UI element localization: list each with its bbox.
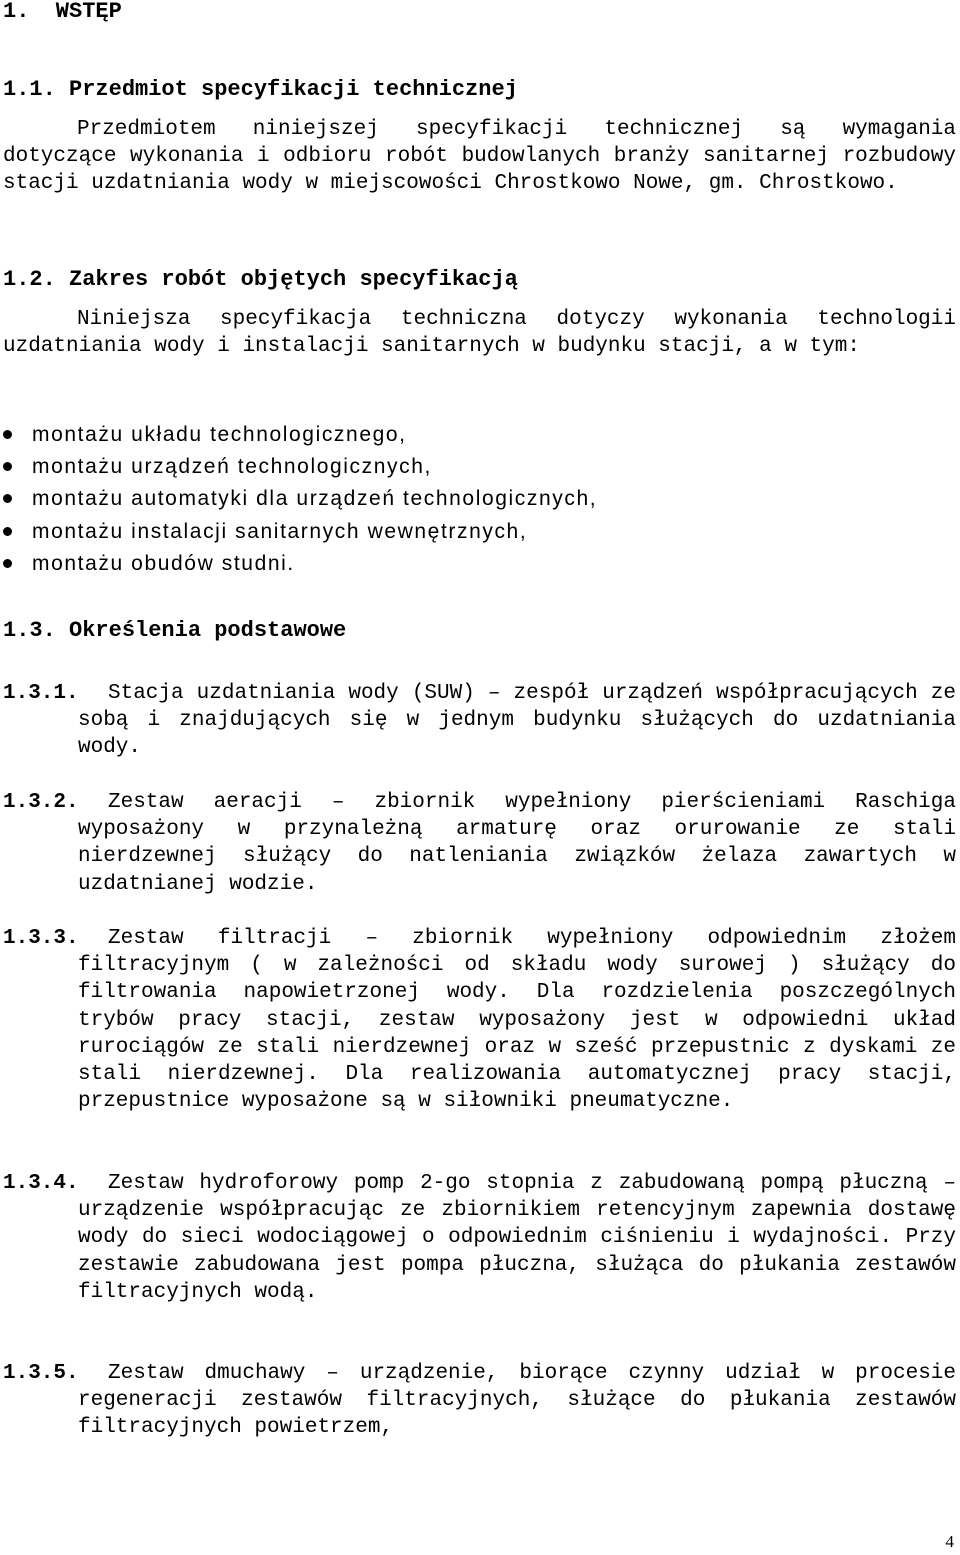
definition-number: 1.3.2.	[3, 791, 79, 814]
page-number: 4	[945, 1532, 954, 1551]
definition-body	[78, 1360, 956, 1442]
definition-text: Stacja uzdatniania wody (SUW) – zespół urządzeń współpracujących ze sobą i znajdujących się w jednym budynku służących do uzdatniania wody.	[78, 682, 956, 760]
definition-body	[78, 1170, 956, 1306]
list-item	[0, 483, 597, 515]
list-item	[0, 451, 597, 483]
bullet-icon	[3, 559, 12, 568]
list-item-text: montażu automatyki dla urządzeń technologicznych,	[32, 487, 598, 511]
definition-text: Zestaw filtracji – zbiornik wypełniony odpowiednim złożem filtracyjnym ( w zależności od składu wody surowej ) służący do filtrowania napowietrzonej wody. Dla rozdzielenia poszczególnych trybów pracy stacji, zestaw wyposażony jest w odpowiedni układ rurociągów ze stali nierdzewnej oraz w sześć przepustnic z dyskami ze stali nierdzewnej. Dla realizowania automatycznej pracy stacji, przepustnice wyposażone są w siłowniki pneumatyczne.	[78, 927, 956, 1114]
section-1-1-title: 1.1. Przedmiot specyfikacji technicznej	[3, 77, 518, 102]
bullet-icon	[3, 494, 12, 503]
definition-number: 1.3.5.	[3, 1362, 79, 1385]
definition-item	[3, 680, 956, 762]
definition-body	[78, 789, 956, 898]
definition-text: Zestaw dmuchawy – urządzenie, biorące czynny udział w procesie regeneracji zestawów filtracyjnych, służące do płukania zestawów filtracyjnych powietrzem,	[78, 1362, 956, 1440]
list-item	[0, 548, 597, 580]
definition-text: Zestaw hydroforowy pomp 2-go stopnia z zabudowaną pompą płuczną – urządzenie współpracując ze zbiornikiem retencyjnym zapewnia dostawę wody do sieci wodociągowej o odpowiednim ciśnieniu i wydajności. Przy zestawie zabudowana jest pompa płuczna, służąca do płukania zestawów filtracyjnych wodą.	[78, 1172, 956, 1304]
bullet-icon	[3, 527, 12, 536]
section-1-2-paragraph	[3, 306, 956, 360]
section-1-1-paragraph	[3, 116, 956, 198]
list-item	[0, 516, 597, 548]
section-1-1-text: Przedmiotem niniejszej specyfikacji technicznej są wymagania dotyczące wykonania i odbioru robót budowlanych branży sanitarnej rozbudowy stacji uzdatniania wody w miejscowości Chrostkowo Nowe, gm. Chrostkowo.	[3, 118, 956, 196]
bullet-icon	[3, 462, 12, 471]
section-1-2-title: 1.2. Zakres robót objętych specyfikacją	[3, 267, 518, 292]
list-item-text: montażu instalacji sanitarnych wewnętrznych,	[32, 519, 528, 543]
list-item-text: montażu obudów studni.	[32, 551, 295, 575]
bullet-icon	[3, 430, 12, 439]
section-1-3-title: 1.3. Określenia podstawowe	[3, 618, 347, 643]
definition-number: 1.3.1.	[3, 682, 79, 705]
list-item	[0, 419, 597, 451]
chapter-heading: 1. WSTĘP	[3, 0, 122, 24]
list-item-text: montażu urządzeń technologicznych,	[32, 455, 432, 479]
definition-item	[3, 925, 956, 1115]
definition-item	[3, 789, 956, 898]
definition-body	[78, 925, 956, 1115]
definition-number: 1.3.4.	[3, 1172, 79, 1195]
definition-item	[3, 1360, 956, 1442]
list-item-text: montażu układu technologicznego,	[32, 423, 407, 446]
definition-text: Zestaw aeracji – zbiornik wypełniony pierścieniami Raschiga wyposażony w przynależną armaturę oraz orurowanie ze stali nierdzewnej służący do natleniania związków żelaza zawartych w uzdatnianej wodzie.	[78, 791, 956, 896]
section-1-2-text: Niniejsza specyfikacja techniczna dotyczy wykonania technologii uzdatniania wody i instalacji sanitarnych w budynku stacji, a w tym:	[3, 308, 956, 359]
definition-body	[78, 680, 956, 762]
scope-list	[0, 419, 597, 580]
definition-number: 1.3.3.	[3, 927, 79, 950]
definition-item	[3, 1170, 956, 1306]
